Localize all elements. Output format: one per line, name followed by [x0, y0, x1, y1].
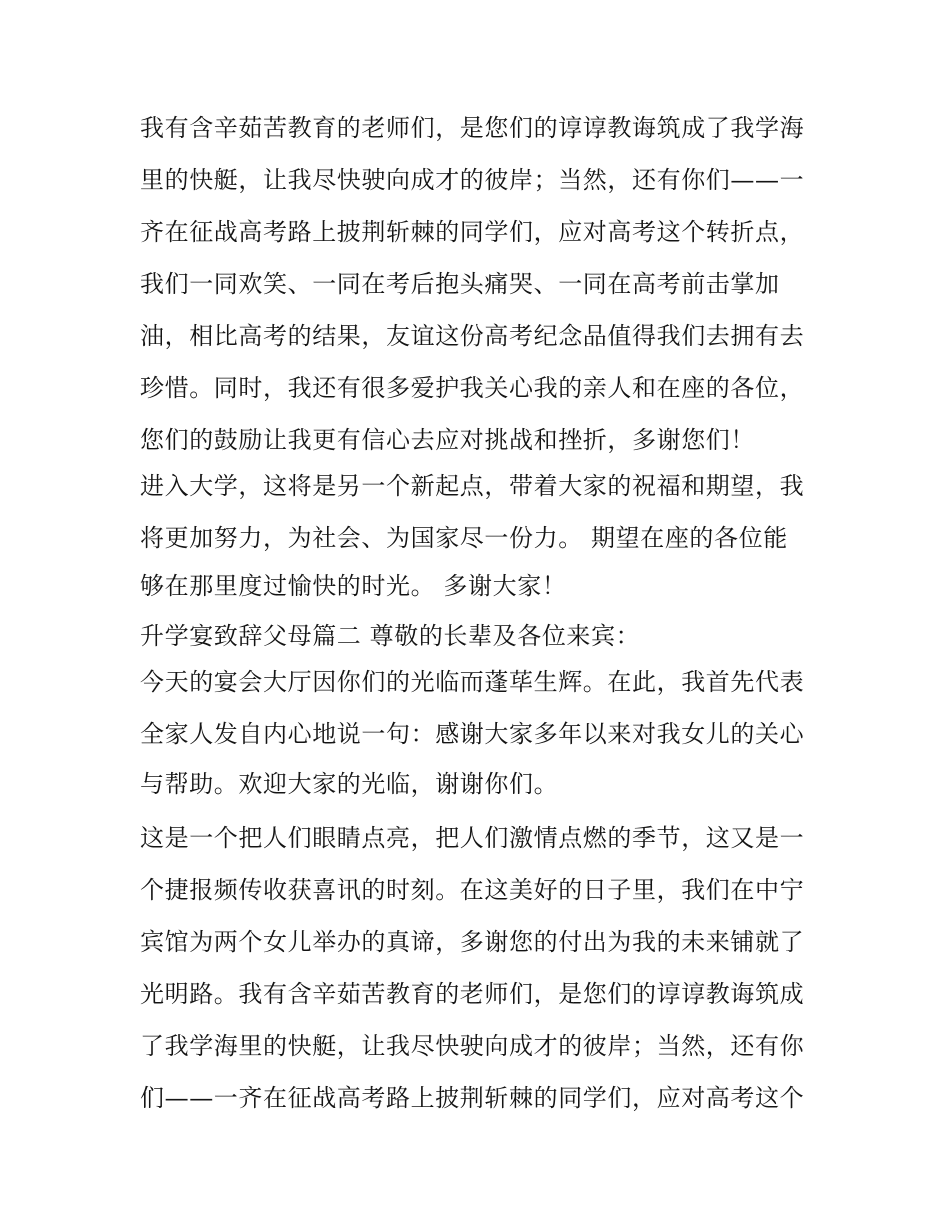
text-line: 了我学海里的快艇，让我尽快驶向成才的彼岸；当然，还有你: [140, 1032, 805, 1060]
text-line: 我有含辛茹苦教育的老师们，是您们的谆谆教诲筑成了我学海: [140, 114, 805, 142]
text-line: 光明路。我有含辛茹苦教育的老师们，是您们的谆谆教诲筑成: [140, 980, 805, 1008]
text-line: 全家人发自内心地说一句：感谢大家多年以来对我女儿的关心: [140, 720, 805, 748]
text-line: 这是一个把人们眼睛点亮，把人们激情点燃的季节，这又是一: [140, 824, 805, 852]
text-line: 个捷报频传收获喜讯的时刻。在这美好的日子里，我们在中宁: [140, 876, 805, 904]
text-line: 油，相比高考的结果，友谊这份高考纪念品值得我们去拥有去: [140, 322, 805, 350]
section-heading: 升学宴致辞父母篇二 尊敬的长辈及各位来宾：: [140, 622, 641, 650]
text-line: 里的快艇，让我尽快驶向成才的彼岸；当然，还有你们——一: [140, 166, 805, 194]
text-line: 够在那里度过愉快的时光。 多谢大家！: [140, 572, 567, 600]
text-line: 宾馆为两个女儿举办的真谛，多谢您的付出为我的未来铺就了: [140, 928, 805, 956]
text-line: 将更加努力，为社会、为国家尽一份力。 期望在座的各位能: [140, 524, 788, 552]
text-line: 与帮助。欢迎大家的光临，谢谢你们。: [140, 770, 559, 798]
text-line: 齐在征战高考路上披荆斩棘的同学们，应对高考这个转折点，: [140, 218, 805, 246]
text-line: 进入大学，这将是另一个新起点，带着大家的祝福和期望，我: [140, 472, 805, 500]
text-line: 您们的鼓励让我更有信心去应对挑战和挫折，多谢您们！: [140, 426, 755, 454]
text-line: 们——一齐在征战高考路上披荆斩棘的同学们，应对高考这个: [140, 1084, 805, 1112]
text-line: 珍惜。同时，我还有很多爱护我关心我的亲人和在座的各位，: [140, 374, 805, 402]
text-line: 今天的宴会大厅因你们的光临而蓬荜生辉。在此，我首先代表: [140, 668, 805, 696]
text-line: 我们一同欢笑、一同在考后抱头痛哭、一同在高考前击掌加: [140, 270, 780, 298]
